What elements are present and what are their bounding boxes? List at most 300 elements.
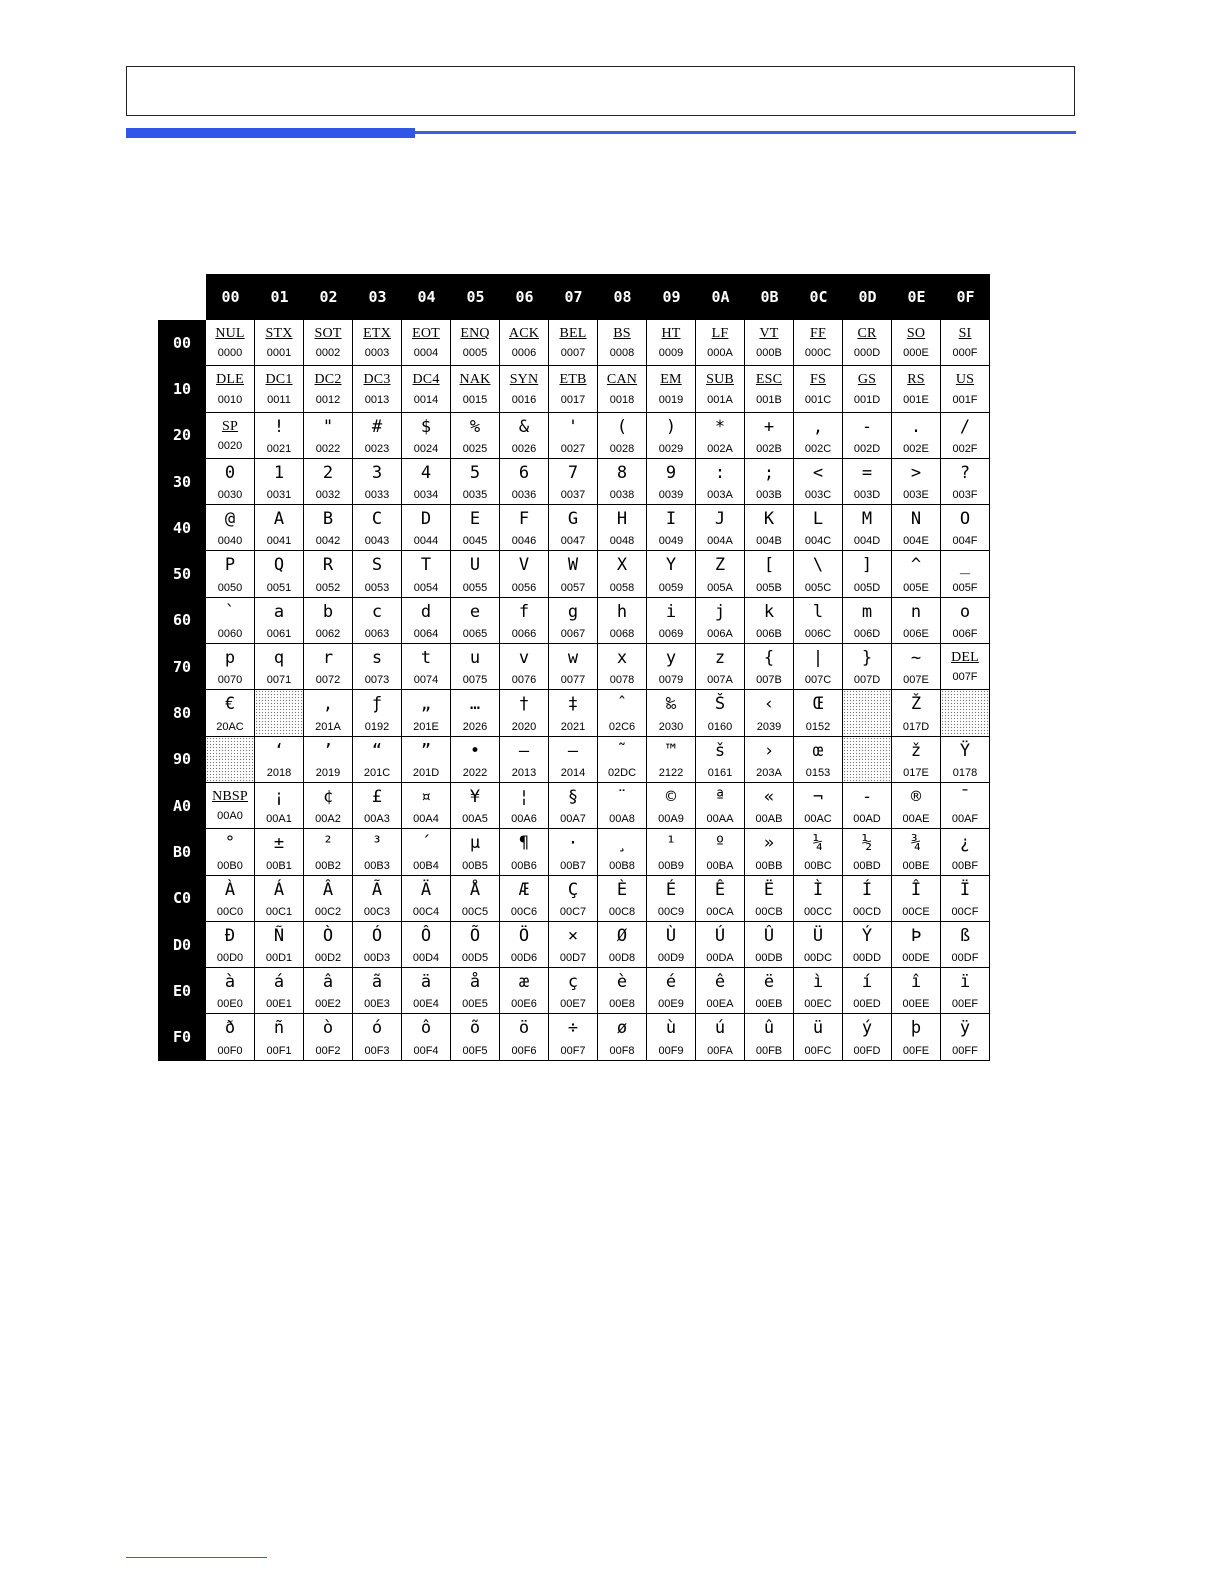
char-glyph: ” (420, 740, 432, 761)
char-cell (647, 922, 696, 968)
char-code: 017E (903, 766, 929, 779)
char-cell (843, 876, 892, 922)
char-cell (549, 690, 598, 736)
char-code: 001C (804, 393, 832, 406)
char-glyph: Ô (420, 925, 432, 946)
char-glyph: " (322, 416, 334, 437)
char-code: 007F (952, 671, 978, 684)
char-glyph: u (469, 648, 481, 669)
char-cell (696, 413, 745, 459)
char-cell (843, 644, 892, 690)
char-code: 0049 (658, 535, 684, 548)
char-code: 00C0 (216, 905, 244, 918)
char-code: 002F (952, 442, 978, 455)
char-glyph: a (273, 601, 285, 622)
char-code: 20AC (216, 720, 244, 733)
char-glyph: ý (861, 1018, 873, 1039)
char-code: 006A (707, 628, 733, 641)
char-code: 005C (804, 581, 832, 594)
char-code: 0004 (413, 347, 439, 360)
char-glyph: ' (567, 416, 579, 437)
char-glyph: 7 (567, 462, 579, 483)
column-header: 08 (598, 274, 647, 320)
char-cell (941, 876, 990, 922)
char-code: 00C2 (314, 905, 342, 918)
unassigned-cell (843, 690, 892, 736)
char-cell (353, 366, 402, 412)
column-header: 0C (794, 274, 843, 320)
char-glyph: å (469, 972, 481, 993)
char-glyph: — (567, 740, 579, 761)
char-glyph: › (763, 740, 775, 761)
char-cell (745, 505, 794, 551)
char-code: 0078 (609, 674, 635, 687)
char-glyph: Ö (518, 925, 530, 946)
char-code: 0077 (560, 674, 586, 687)
char-glyph: ó (371, 1018, 383, 1039)
char-glyph: % (469, 416, 481, 437)
char-glyph: ä (420, 972, 432, 993)
char-cell (206, 459, 255, 505)
char-code: 004B (756, 535, 782, 548)
char-code: 002E (903, 442, 929, 455)
char-code: 2026 (462, 720, 488, 733)
char-cell (451, 644, 500, 690)
char-code: 00A7 (560, 813, 586, 826)
char-code: 00BD (853, 859, 881, 872)
char-cell (353, 690, 402, 736)
char-code: 00AA (706, 813, 734, 826)
char-cell (745, 922, 794, 968)
char-code: 00B0 (217, 859, 243, 872)
char-code: 2020 (511, 720, 537, 733)
char-code: 00A9 (658, 813, 684, 826)
header-rule-accent (126, 128, 415, 138)
char-code: 00DA (706, 952, 734, 965)
char-code: 00AE (902, 813, 930, 826)
char-glyph: e (469, 601, 481, 622)
char-cell (304, 459, 353, 505)
char-glyph: ‡ (567, 694, 579, 715)
char-cell (402, 366, 451, 412)
char-cell (647, 320, 696, 366)
char-cell (500, 922, 549, 968)
char-glyph: [ (763, 555, 775, 576)
char-cell (353, 922, 402, 968)
char-code: 0038 (609, 489, 635, 502)
char-cell (353, 459, 402, 505)
char-glyph: P (224, 555, 236, 576)
char-glyph: n (910, 601, 922, 622)
char-cell (892, 690, 941, 736)
char-glyph: EOT (412, 326, 440, 341)
char-cell (549, 644, 598, 690)
char-code: 2014 (560, 766, 586, 779)
char-glyph: ‰ (665, 694, 677, 715)
char-code: 00F0 (217, 1044, 243, 1057)
char-glyph: Ú (714, 925, 726, 946)
char-code: 0160 (707, 720, 733, 733)
char-cell (843, 1014, 892, 1060)
char-code: 003A (707, 489, 733, 502)
char-code: 002B (756, 442, 782, 455)
char-code: 000B (756, 347, 782, 360)
char-cell (304, 505, 353, 551)
char-cell (304, 413, 353, 459)
char-cell (696, 505, 745, 551)
char-glyph: Ò (322, 925, 334, 946)
char-cell (451, 968, 500, 1014)
char-code: 007B (756, 674, 782, 687)
char-cell (451, 505, 500, 551)
char-cell (451, 876, 500, 922)
char-cell (353, 783, 402, 829)
char-glyph: j (714, 601, 726, 622)
char-glyph: É (665, 879, 677, 900)
char-cell (255, 737, 304, 783)
char-glyph: Ÿ (959, 740, 971, 761)
char-cell (794, 505, 843, 551)
char-cell (304, 829, 353, 875)
char-code: 0009 (658, 347, 684, 360)
char-cell (353, 505, 402, 551)
char-code: 203A (756, 766, 782, 779)
char-code: 02C6 (608, 720, 636, 733)
char-cell (745, 551, 794, 597)
char-glyph: F (518, 509, 530, 530)
char-cell (745, 690, 794, 736)
char-cell (647, 551, 696, 597)
char-glyph: ! (273, 416, 285, 437)
char-glyph: ü (812, 1018, 824, 1039)
char-cell (206, 1014, 255, 1060)
char-code: 00C4 (412, 905, 440, 918)
char-code: 0076 (511, 674, 537, 687)
char-cell (843, 783, 892, 829)
char-cell (892, 366, 941, 412)
column-header: 0E (892, 274, 941, 320)
char-cell (304, 968, 353, 1014)
char-code: 00BE (902, 859, 930, 872)
char-code: 005F (952, 581, 978, 594)
char-code: 003E (903, 489, 929, 502)
char-cell (304, 320, 353, 366)
row-header: 80 (158, 690, 206, 736)
char-glyph: T (420, 555, 432, 576)
char-code: 0020 (217, 439, 243, 452)
char-code: 004E (903, 535, 929, 548)
char-glyph: HT (661, 326, 681, 341)
char-cell (647, 413, 696, 459)
char-cell (843, 551, 892, 597)
char-code: 0010 (217, 393, 243, 406)
char-glyph: A (273, 509, 285, 530)
char-code: 00D7 (559, 952, 587, 965)
char-glyph: M (861, 509, 873, 530)
char-cell (451, 1014, 500, 1060)
char-code: 004C (804, 535, 832, 548)
char-code: 0052 (315, 581, 341, 594)
char-code: 00F8 (609, 1044, 635, 1057)
char-cell (353, 598, 402, 644)
char-cell (206, 413, 255, 459)
char-cell (353, 644, 402, 690)
char-cell (941, 598, 990, 644)
char-glyph: D (420, 509, 432, 530)
char-code: 006C (804, 628, 832, 641)
char-cell (549, 922, 598, 968)
char-cell (500, 829, 549, 875)
char-code: 00F4 (413, 1044, 439, 1057)
char-cell (696, 459, 745, 505)
char-code: 0042 (315, 535, 341, 548)
char-code: 00D5 (461, 952, 489, 965)
char-glyph: 1 (273, 462, 285, 483)
char-glyph: i (665, 601, 677, 622)
char-glyph: Ì (812, 879, 824, 900)
char-code: 000D (853, 347, 881, 360)
char-cell (892, 598, 941, 644)
char-cell (794, 320, 843, 366)
char-cell (892, 505, 941, 551)
char-glyph: DEL (951, 650, 979, 666)
row-header: F0 (158, 1014, 206, 1060)
char-glyph: DLE (216, 372, 244, 388)
char-glyph: Ð (224, 925, 236, 946)
char-code: 005E (903, 581, 929, 594)
char-glyph: æ (518, 972, 530, 993)
char-glyph: ë (763, 972, 775, 993)
char-cell (941, 1014, 990, 1060)
char-glyph: ^ (910, 555, 922, 576)
char-code: 00CB (755, 905, 783, 918)
char-cell (206, 366, 255, 412)
char-code: 00A5 (462, 813, 488, 826)
char-code: 00EB (755, 998, 783, 1011)
char-cell (843, 459, 892, 505)
char-cell (696, 829, 745, 875)
char-cell (745, 459, 794, 505)
char-glyph: RS (907, 372, 925, 388)
char-glyph: ˜ (616, 740, 628, 761)
char-code: 00D3 (363, 952, 391, 965)
char-cell (255, 366, 304, 412)
column-header: 04 (402, 274, 451, 320)
unassigned-cell (941, 690, 990, 736)
char-code: 00CE (902, 905, 930, 918)
char-glyph: þ (910, 1018, 922, 1039)
char-glyph: ’ (322, 740, 334, 761)
char-glyph: ¹ (665, 833, 677, 854)
char-code: 0060 (217, 628, 243, 641)
char-cell (941, 413, 990, 459)
row-header: E0 (158, 968, 206, 1014)
unassigned-cell (206, 737, 255, 783)
char-glyph: ¬ (812, 786, 824, 807)
char-cell (745, 737, 794, 783)
char-cell (255, 968, 304, 1014)
row-header: B0 (158, 829, 206, 875)
column-header: 0D (843, 274, 892, 320)
char-cell (794, 551, 843, 597)
char-cell (696, 1014, 745, 1060)
char-code: 0032 (315, 489, 341, 502)
char-cell (353, 737, 402, 783)
char-code: 002A (707, 442, 733, 455)
char-cell (255, 922, 304, 968)
char-code: 201C (363, 766, 391, 779)
char-glyph: c (371, 601, 383, 622)
char-cell (255, 1014, 304, 1060)
char-cell (941, 320, 990, 366)
char-code: 0075 (462, 674, 488, 687)
char-cell (745, 968, 794, 1014)
char-code: 00E6 (511, 998, 537, 1011)
row-header: 60 (158, 598, 206, 644)
char-glyph: ( (616, 416, 628, 437)
char-code: 0008 (609, 347, 635, 360)
char-glyph: h (616, 601, 628, 622)
char-cell (353, 1014, 402, 1060)
char-cell (843, 413, 892, 459)
char-cell (500, 320, 549, 366)
char-glyph: Í (861, 879, 873, 900)
char-glyph: ù (665, 1018, 677, 1039)
char-cell (598, 783, 647, 829)
char-glyph: NUL (215, 326, 245, 341)
char-cell (892, 1014, 941, 1060)
char-glyph: SO (906, 326, 926, 341)
char-code: 0051 (266, 581, 292, 594)
char-glyph: , (812, 416, 824, 437)
char-code: 0058 (609, 581, 635, 594)
char-glyph: ¶ (518, 833, 530, 854)
char-glyph: Ø (616, 925, 628, 946)
char-glyph: + (763, 416, 775, 437)
char-code: 2039 (756, 720, 782, 733)
char-code: 00CA (706, 905, 734, 918)
char-glyph: ì (812, 972, 824, 993)
char-glyph: S (371, 555, 383, 576)
char-cell (892, 783, 941, 829)
char-cell (500, 551, 549, 597)
char-glyph: SP (222, 418, 238, 434)
char-cell (402, 690, 451, 736)
char-cell (549, 829, 598, 875)
char-cell (304, 783, 353, 829)
char-glyph: CR (857, 326, 877, 341)
column-header: 03 (353, 274, 402, 320)
char-cell (647, 505, 696, 551)
char-code: 2030 (658, 720, 684, 733)
char-code: 00DC (803, 952, 833, 965)
char-glyph: 6 (518, 462, 530, 483)
char-cell (304, 366, 353, 412)
char-glyph: ± (273, 833, 285, 854)
char-code: 0001 (266, 347, 292, 360)
char-cell (451, 551, 500, 597)
char-cell (941, 551, 990, 597)
char-code: 00C7 (559, 905, 587, 918)
char-code: 00C3 (363, 905, 391, 918)
char-glyph: SUB (706, 372, 734, 388)
char-code: 00C5 (461, 905, 489, 918)
char-glyph: À (224, 879, 236, 900)
char-code: 0041 (266, 535, 292, 548)
char-cell (500, 413, 549, 459)
char-cell (500, 690, 549, 736)
char-cell (647, 366, 696, 412)
char-glyph: 5 (469, 462, 481, 483)
char-code: 2122 (658, 766, 684, 779)
char-glyph: Ñ (273, 925, 285, 946)
char-code: 0024 (413, 442, 439, 455)
char-glyph: 3 (371, 462, 383, 483)
char-cell (549, 551, 598, 597)
char-code: 000C (804, 347, 832, 360)
char-code: 000F (952, 347, 978, 360)
char-cell (451, 922, 500, 968)
char-glyph: B (322, 509, 334, 530)
char-code: 007D (853, 674, 881, 687)
char-code: 0037 (560, 489, 586, 502)
column-header: 09 (647, 274, 696, 320)
char-cell (696, 968, 745, 1014)
char-glyph: ® (910, 786, 922, 807)
char-cell (647, 644, 696, 690)
char-glyph: ‘ (273, 740, 285, 761)
char-glyph: $ (420, 416, 432, 437)
row-header: C0 (158, 876, 206, 922)
char-glyph: FS (810, 372, 826, 388)
char-code: 00D1 (265, 952, 293, 965)
char-code: 00DD (852, 952, 882, 965)
char-code: 0040 (217, 535, 243, 548)
char-cell (843, 505, 892, 551)
char-code: 2021 (560, 720, 586, 733)
char-code: 0015 (462, 393, 488, 406)
char-glyph: º (714, 833, 726, 854)
char-glyph: Æ (518, 879, 530, 900)
char-cell (941, 968, 990, 1014)
char-glyph: õ (469, 1018, 481, 1039)
char-code: 00E9 (658, 998, 684, 1011)
char-cell (892, 551, 941, 597)
char-glyph: \ (812, 555, 824, 576)
char-code: 00FC (804, 1044, 832, 1057)
char-glyph: „ (420, 694, 432, 715)
char-cell (598, 1014, 647, 1060)
char-code: 00CD (852, 905, 882, 918)
char-cell (255, 644, 304, 690)
char-glyph: Ó (371, 925, 383, 946)
char-glyph: Î (910, 879, 922, 900)
char-code: 0073 (364, 674, 390, 687)
char-cell (941, 459, 990, 505)
char-code: 00A3 (364, 813, 390, 826)
char-glyph: V (518, 555, 530, 576)
char-glyph: L (812, 509, 824, 530)
column-header: 00 (206, 274, 255, 320)
char-glyph: ` (224, 601, 236, 622)
char-cell (696, 598, 745, 644)
char-glyph: × (567, 925, 579, 946)
char-code: 00AC (804, 813, 832, 826)
char-cell (892, 922, 941, 968)
char-code: 00E5 (462, 998, 488, 1011)
char-cell (353, 876, 402, 922)
char-glyph: R (322, 555, 334, 576)
